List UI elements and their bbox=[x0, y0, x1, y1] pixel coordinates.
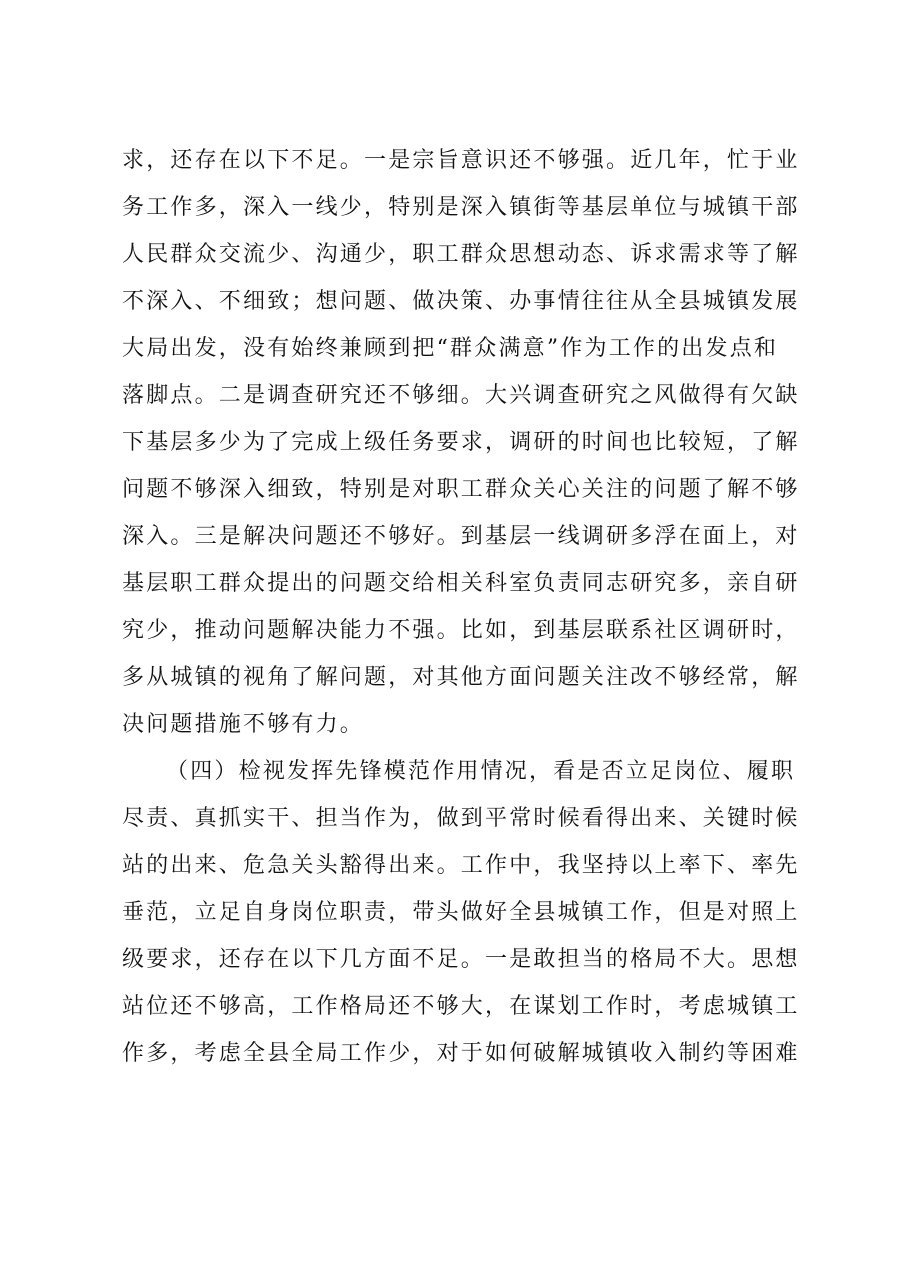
text-line: 作多，考虑全县全局工作少，对于如何破解城镇收入制约等困难 bbox=[122, 1041, 800, 1066]
text-line: 人民群众交流少、沟通少，职工群众思想动态、诉求需求等了解 bbox=[122, 242, 800, 267]
text-line: 级要求，还存在以下几方面不足。一是敢担当的格局不大。思想 bbox=[122, 947, 800, 972]
text-line: 务工作多，深入一线少，特别是深入镇街等基层单位与城镇干部 bbox=[122, 195, 800, 220]
paragraph-1 bbox=[122, 137, 812, 748]
text-line: 究少，推动问题解决能力不强。比如，到基层联系社区调研时， bbox=[122, 618, 800, 643]
text-line: 大局出发，没有始终兼顾到把“群众满意”作为工作的出发点和 bbox=[122, 336, 779, 361]
text-line: （四）检视发挥先锋模范作用情况，看是否立足岗位、履职 bbox=[166, 759, 796, 784]
text-line: 落脚点。二是调查研究还不够细。大兴调查研究之风做得有欠缺 bbox=[122, 383, 800, 408]
text-line: 求，还存在以下不足。一是宗旨意识还不够强。近几年，忙于业 bbox=[122, 148, 800, 173]
text-line: 多从城镇的视角了解问题，对其他方面问题关注改不够经常，解 bbox=[122, 665, 800, 690]
text-line: 垂范，立足自身岗位职责，带头做好全县城镇工作，但是对照上 bbox=[122, 900, 800, 925]
text-line: 站位还不够高，工作格局还不够大，在谋划工作时，考虑城镇工 bbox=[122, 994, 800, 1019]
text-line: 问题不够深入细致，特别是对职工群众关心关注的问题了解不够 bbox=[122, 477, 800, 502]
text-line: 尽责、真抓实干、担当作为，做到平常时候看得出来、关键时候 bbox=[122, 806, 800, 831]
text-line: 深入。三是解决问题还不够好。到基层一线调研多浮在面上，对 bbox=[122, 524, 800, 549]
text-line: 决问题措施不够有力。 bbox=[122, 712, 365, 737]
text-line: 不深入、不细致；想问题、做决策、办事情往往从全县城镇发展 bbox=[122, 289, 800, 314]
text-line: 基层职工群众提出的问题交给相关科室负责同志研究多，亲自研 bbox=[122, 571, 800, 596]
body-text bbox=[122, 137, 812, 1077]
text-line: 站的出来、危急关头豁得出来。工作中，我坚持以上率下、率先 bbox=[122, 853, 800, 878]
paragraph-2 bbox=[122, 748, 812, 1077]
text-line: 下基层多少为了完成上级任务要求，调研的时间也比较短，了解 bbox=[122, 430, 800, 455]
